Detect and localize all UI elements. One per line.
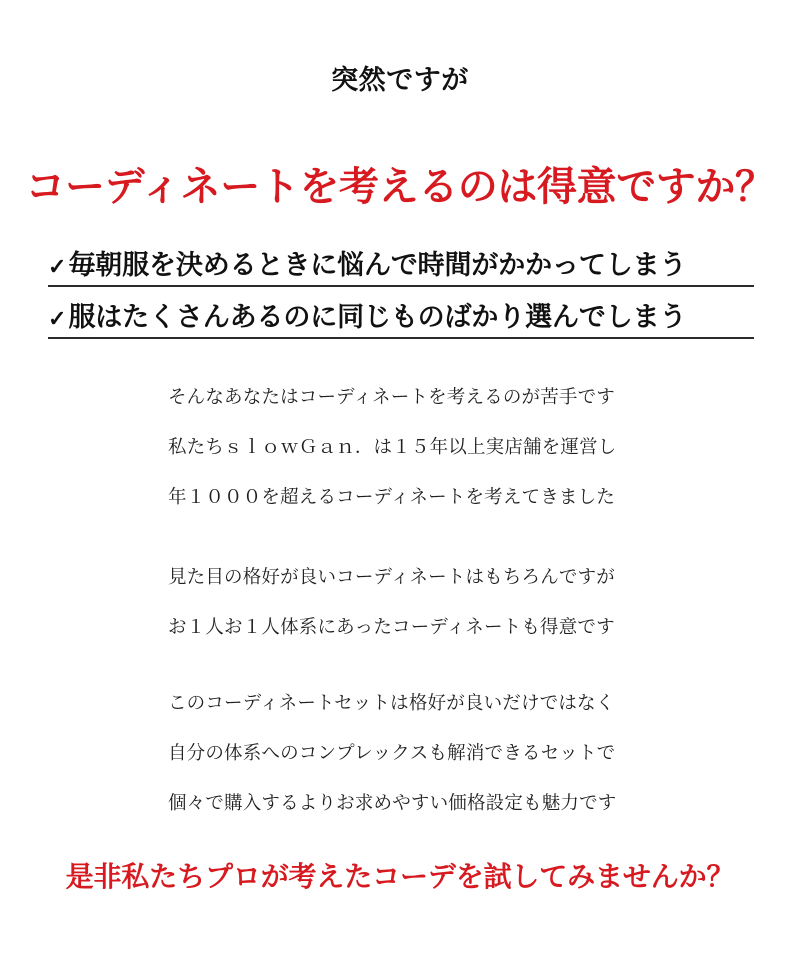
body-line: お１人お１人体系にあったコーディネートも得意です bbox=[168, 616, 615, 637]
body-line: 年１０００を超えるコーディネートを考えてきました bbox=[168, 486, 615, 507]
body-paragraph-2 bbox=[168, 552, 688, 652]
list-item bbox=[48, 295, 754, 339]
closing-call-to-action: 是非私たちプロが考えたコーデを試してみませんか？ bbox=[65, 861, 735, 892]
body-line: 個々で購入するよりお求めやすい価格設定も魅力です bbox=[168, 792, 617, 813]
body-line: 自分の体系へのコンプレックスも解消できるセットで bbox=[168, 742, 616, 763]
checklist bbox=[48, 243, 754, 347]
body-line: そんなあなたはコーディネートを考えるのが苦手です bbox=[168, 386, 615, 407]
body-line: このコーディネートセットは格好が良いだけではなく bbox=[168, 692, 615, 713]
check-icon: ✓ bbox=[48, 254, 67, 279]
body-paragraph-3 bbox=[168, 678, 688, 828]
kicker-text: 突然ですが bbox=[331, 65, 469, 95]
page-title: コーディネートを考えるのは得意ですか？ bbox=[25, 165, 775, 209]
list-item-label: 毎朝服を決めるときに悩んで時間がかかってしまう bbox=[68, 250, 687, 280]
body-paragraph-1 bbox=[168, 372, 688, 522]
list-item-label: 服はたくさんあるのに同じものばかり選んでしまう bbox=[68, 302, 687, 332]
body-line: 見た目の格好が良いコーディネートはもちろんですが bbox=[168, 566, 615, 587]
check-icon: ✓ bbox=[48, 306, 67, 331]
body-line: 私たちｓｌｏｗＧａｎ．は１５年以上実店舗を運営し bbox=[168, 436, 617, 457]
list-item bbox=[48, 243, 754, 287]
